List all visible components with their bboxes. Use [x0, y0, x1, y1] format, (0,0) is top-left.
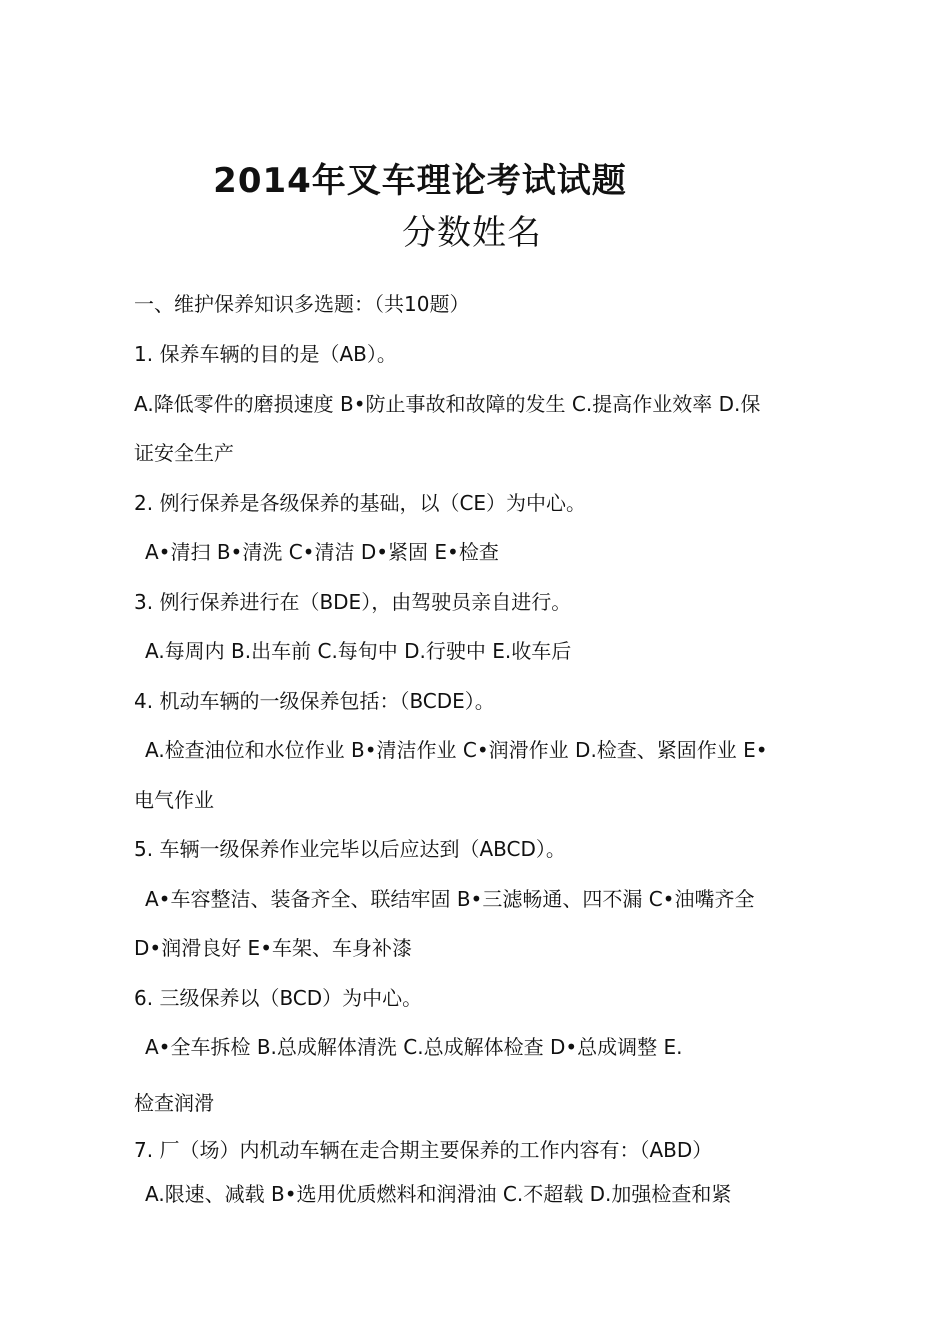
- question-4-options: A.检查油位和水位作业 B•清洁作业 C•润滑作业 D.检查、紧固作业 E•: [145, 738, 768, 762]
- question-5: 5. 车辆一级保养作业完毕以后应达到（ABCD）。: [134, 837, 566, 861]
- question-1-options-cont: 证安全生产: [134, 441, 234, 465]
- question-7: 7. 厂（场）内机动车辆在走合期主要保养的工作内容有：（ABD）: [134, 1138, 713, 1162]
- page-subtitle: 分数姓名: [402, 213, 542, 253]
- question-2: 2. 例行保养是各级保养的基础，以（CE）为中心。: [134, 491, 587, 515]
- question-5-options: A•车容整洁、装备齐全、联结牢固 B•三滤畅通、四不漏 C•油嘴齐全: [145, 887, 755, 911]
- question-6-options-cont: 检查润滑: [134, 1091, 214, 1115]
- question-5-options-cont: D•润滑良好 E•车架、车身补漆: [134, 936, 412, 960]
- question-4-options-cont: 电气作业: [134, 788, 214, 812]
- question-2-options: A•清扫 B•清洗 C•清洁 D•紧固 E•检查: [145, 540, 499, 564]
- section-heading: 一、维护保养知识多选题：（共10题）: [134, 292, 470, 316]
- question-7-options: A.限速、减载 B•选用优质燃料和润滑油 C.不超载 D.加强检查和紧: [145, 1182, 732, 1206]
- question-3-options: A.每周内 B.出车前 C.每旬中 D.行驶中 E.收车后: [145, 639, 572, 663]
- question-1-options: A.降低零件的磨损速度 B•防止事故和故障的发生 C.提高作业效率 D.保: [134, 392, 761, 416]
- question-6: 6. 三级保养以（BCD）为中心。: [134, 986, 423, 1010]
- question-4: 4. 机动车辆的一级保养包括：（BCDE）。: [134, 689, 495, 713]
- question-6-options: A•全车拆检 B.总成解体清洗 C.总成解体检查 D•总成调整 E.: [145, 1035, 683, 1059]
- question-1: 1. 保养车辆的目的是（AB）。: [134, 342, 397, 366]
- question-3: 3. 例行保养进行在（BDE），由驾驶员亲自进行。: [134, 590, 572, 614]
- page-title: 2014年叉车理论考试试题: [213, 161, 627, 201]
